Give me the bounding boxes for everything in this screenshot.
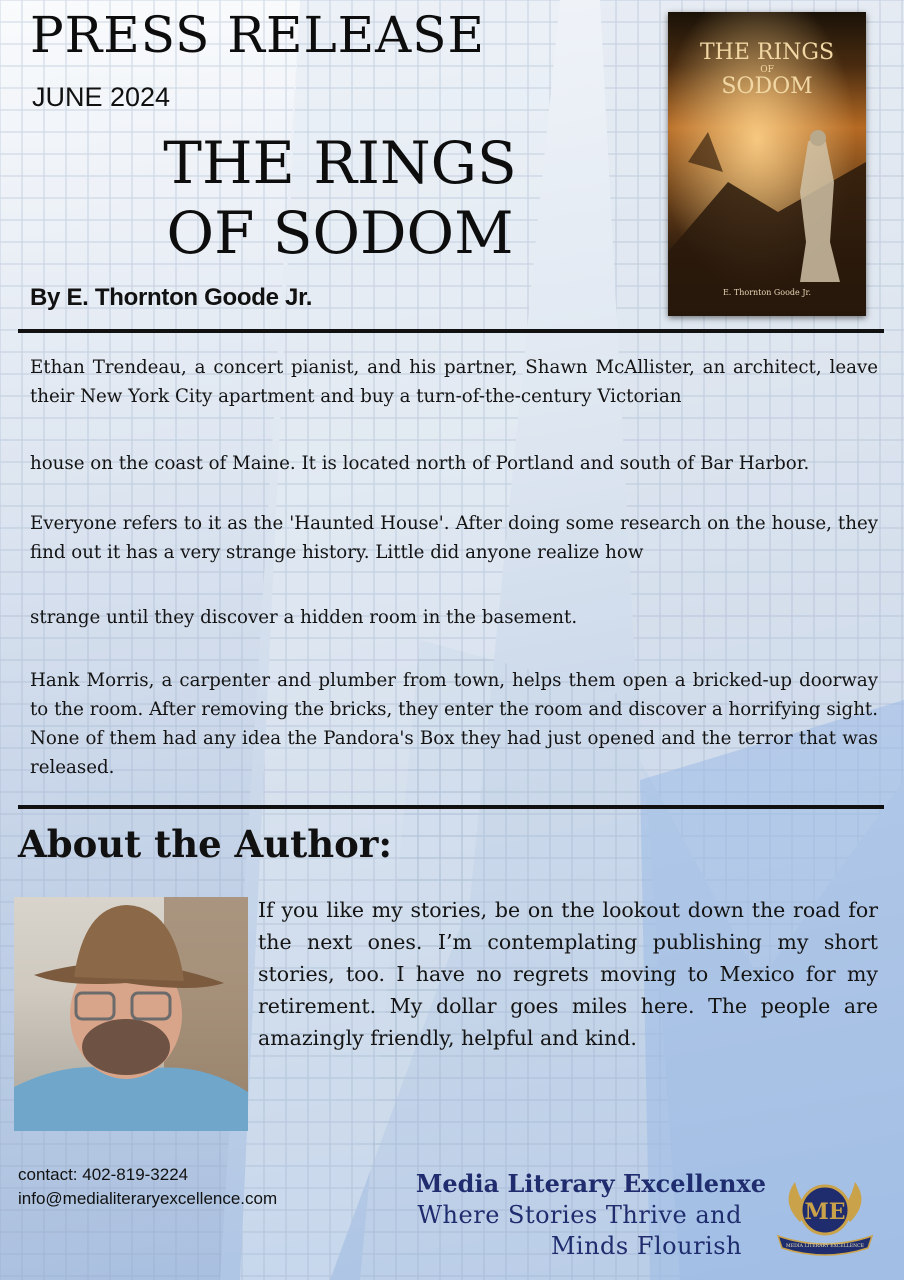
synopsis-paragraph-2a: Everyone refers to it as the 'Haunted House'. After doing some research on the house, they find out it has a very strange history. Little did anyone realize how xyxy=(30,513,878,563)
cover-title-line-1: THE RINGS xyxy=(699,40,835,65)
synopsis-paragraph-1a: Ethan Trendeau, a concert pianist, and his partner, Shawn McAllister, an architect, leave their New York City apartment and buy a turn-of-the-century Victorian xyxy=(30,357,878,407)
author-portrait xyxy=(14,897,248,1131)
synopsis-paragraph-3: Hank Morris, a carpenter and plumber from town, helps them open a bricked-up doorway to the room. After removing the bricks, they enter the room and discover a horrifying sight. None of them had any idea the Pandora's Box they had just opened and the terror that was released. xyxy=(30,670,878,778)
contact-phone: contact: 402-819-3224 xyxy=(18,1165,189,1184)
brand-tagline-line-2: Minds Flourish xyxy=(550,1232,742,1260)
press-release-heading: PRESS RELEASE xyxy=(30,6,486,64)
cover-author: E. Thornton Goode Jr. xyxy=(722,288,812,297)
logo-ribbon-text: MEDIA LITERARY EXCELLENCE xyxy=(786,1244,864,1249)
brand-name: Media Literary Excellenxe xyxy=(415,1169,766,1198)
brand-tagline-line-1: Where Stories Thrive and xyxy=(417,1201,742,1229)
synopsis-paragraph-1b: house on the coast of Maine. It is located north of Portland and south of Bar Harbor. xyxy=(30,453,810,474)
synopsis-paragraph-2b: strange until they discover a hidden room in the basement. xyxy=(30,607,578,628)
contact-email[interactable]: info@medialiteraryexcellence.com xyxy=(18,1189,278,1208)
media-literary-excellence-logo xyxy=(770,1172,880,1262)
divider-top xyxy=(18,329,884,333)
brand-block xyxy=(350,1168,770,1262)
contact-block xyxy=(18,1163,277,1211)
cover-title xyxy=(668,42,866,98)
release-date: JUNE 2024 xyxy=(32,82,171,112)
book-title-line-2: OF SODOM xyxy=(166,199,514,267)
logo-monogram: ME xyxy=(804,1199,846,1225)
about-author-text: If you like my stories, be on the lookout down the road for the next ones. I’m contemplating publishing my short stories, too. I have no regrets moving to Mexico for my retirement. My dollar goes miles here. The people are amazingly friendly, helpful and kind. xyxy=(258,898,878,1050)
book-title-line-1: THE RINGS xyxy=(163,129,517,197)
about-author-heading: About the Author: xyxy=(18,822,392,866)
author-photo xyxy=(14,897,248,1131)
book-title xyxy=(120,128,560,268)
book-cover-image xyxy=(668,12,866,316)
author-byline: By E. Thornton Goode Jr. xyxy=(30,284,313,311)
cover-title-of: OF xyxy=(760,65,774,75)
divider-middle xyxy=(18,805,884,809)
cover-title-line-2: SODOM xyxy=(721,74,813,99)
